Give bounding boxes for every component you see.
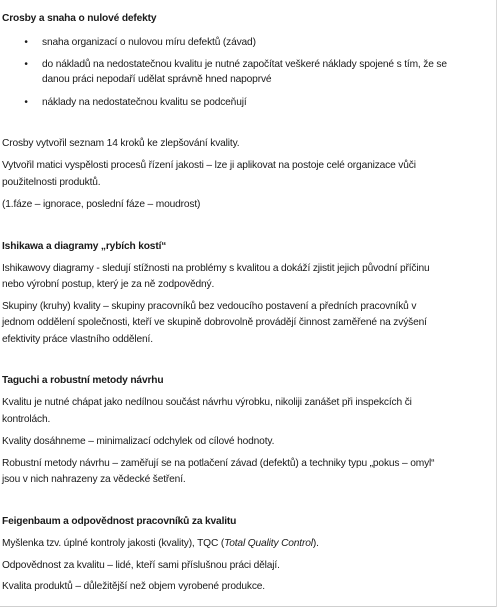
- bullet-icon: •: [24, 37, 28, 48]
- emphasis-text: Total Quality Control: [224, 538, 313, 549]
- list-item: do nákladů na nedostatečnou kvalitu je nutné započítat veškeré náklady spojené s tím, že se: [42, 59, 447, 70]
- paragraph: Kvality dosáhneme – minimalizací odchylek od cílové hodnoty.: [2, 436, 275, 447]
- list-item: náklady na nedostatečnou kvalitu se podceňují: [42, 97, 247, 108]
- paragraph: Vytvořil matici vyspělosti procesů řízení jakosti – lze ji aplikovat na postoje celé organizace vůči: [2, 160, 416, 171]
- bullet-icon: •: [24, 59, 28, 70]
- paragraph: [2, 537, 319, 551]
- section-heading-taguchi: Taguchi a robustní metody návrhu: [2, 375, 164, 386]
- section-heading-feigenbaum: Feigenbaum a odpovědnost pracovníků za kvalitu: [2, 516, 237, 527]
- section-heading-crosby: Crosby a snaha o nulové defekty: [2, 13, 157, 24]
- paragraph-continuation: jednom oddělení společnosti, kteří ve skupině dobrovolně provádějí činnost zaměřené na zvýšení: [2, 317, 427, 328]
- section-heading-ishikawa: Ishikawa a diagramy „rybích kostí“: [2, 241, 167, 252]
- paragraph: Crosby vytvořil seznam 14 kroků ke zlepšování kvality.: [2, 138, 240, 149]
- paragraph: Odpovědnost za kvalitu – lidé, kteří sami příslušnou práci dělají.: [2, 560, 280, 571]
- paragraph: Kvalita produktů – důležitější než objem vyrobené produkce.: [2, 581, 265, 592]
- paragraph: Ishikawovy diagramy - sledují stížnosti na problémy s kvalitou a dokáží zjistit jejich původní příčinu: [2, 263, 430, 274]
- paragraph-continuation: jsou v nich nahrazeny za vědecké šetření.: [2, 474, 186, 485]
- paragraph: (1.fáze – ignorace, poslední fáze – moudrost): [2, 199, 201, 210]
- list-item: snaha organizací o nulovou míru defektů (závad): [42, 37, 256, 48]
- text-run: ).: [312, 538, 319, 549]
- paragraph: Robustní metody návrhu – zaměřují se na potlačení závad (defektů) a techniky typu „pokus – omyl“: [2, 458, 435, 469]
- paragraph: Skupiny (kruhy) kvality – skupiny pracovníků bez vedoucího postavení a předních pracovníků v: [2, 301, 417, 312]
- text-run: Myšlenka tzv. úplné kontroly jakosti (kvality), TQC (: [2, 538, 225, 549]
- paragraph: Kvalitu je nutné chápat jako nedílnou součást návrhu výrobku, nikoliji zanášet při inspekcích či: [2, 397, 412, 408]
- paragraph-continuation: kontrolách.: [2, 414, 51, 425]
- list-item-continuation: danou práci nepodaří udělat správně hned napoprvé: [42, 74, 272, 85]
- paragraph-continuation: nebo výrobní postup, který je za ně zodpovědný.: [2, 279, 215, 290]
- paragraph-continuation: efektivity práce vlastního oddělení.: [2, 334, 153, 345]
- paragraph-continuation: použitelnosti produktů.: [2, 177, 101, 188]
- bullet-icon: •: [24, 97, 28, 108]
